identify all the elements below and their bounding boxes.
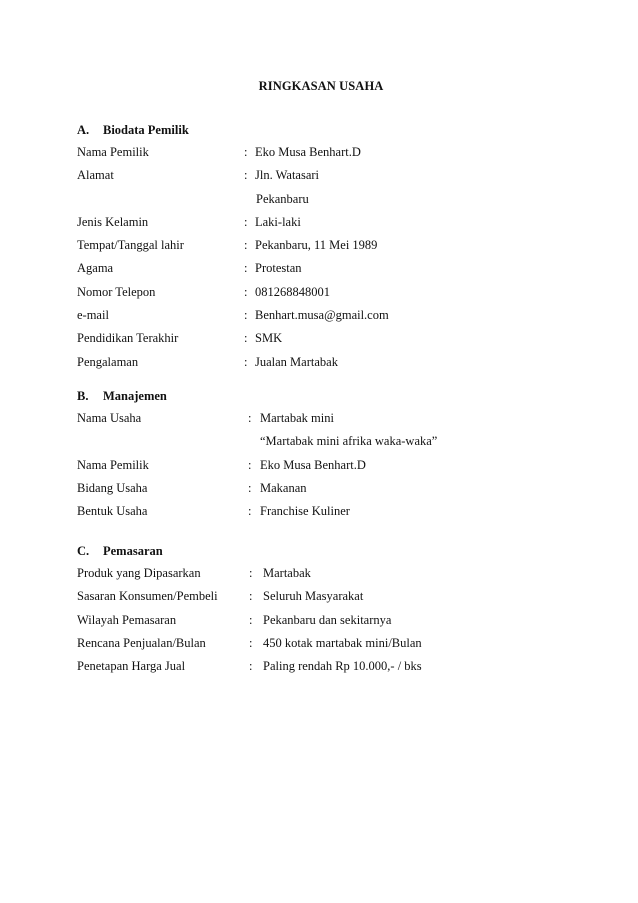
- field-value: Franchise Kuliner: [260, 504, 350, 519]
- field-label: Nama Pemilik: [77, 457, 149, 472]
- field-label: Rencana Penjualan/Bulan: [77, 635, 206, 650]
- field-row: [77, 211, 597, 234]
- field-colon: :: [249, 612, 253, 627]
- field-label: Nama Usaha: [77, 411, 142, 425]
- section-manajemen: [77, 385, 597, 523]
- field-value-continuation: Pekanbaru: [256, 191, 309, 206]
- field-label: Tempat/Tanggal lahir: [77, 238, 184, 253]
- field-label: Agama: [77, 261, 114, 276]
- field-value: Laki-laki: [255, 214, 301, 229]
- section-letter: B.: [77, 389, 89, 403]
- field-row: [77, 141, 597, 164]
- field-colon: :: [248, 457, 252, 472]
- field-label: Alamat: [77, 168, 114, 183]
- field-continuation-row: [77, 188, 597, 211]
- field-value: Jualan Martabak: [255, 354, 338, 369]
- page-title: RINGKASAN USAHA: [258, 79, 384, 93]
- section-title: Pemasaran: [103, 544, 163, 558]
- field-value: Martabak: [263, 566, 311, 580]
- field-colon: :: [244, 261, 248, 276]
- field-colon: :: [244, 168, 248, 183]
- field-value: SMK: [255, 331, 283, 346]
- field-row: [77, 477, 597, 500]
- field-colon: :: [248, 480, 252, 495]
- field-value: Benhart.musa@gmail.com: [255, 308, 389, 323]
- field-value: Eko Musa Benhart.D: [260, 457, 366, 472]
- field-row: [77, 327, 597, 350]
- section-letter: C.: [77, 544, 90, 558]
- field-colon: :: [244, 308, 248, 323]
- field-colon: :: [244, 214, 248, 229]
- field-colon: :: [244, 145, 248, 159]
- field-value: Eko Musa Benhart.D: [255, 145, 361, 159]
- field-label: Penetapan Harga Jual: [77, 659, 186, 674]
- field-continuation-row: [77, 430, 597, 453]
- field-value: Pekanbaru dan sekitarnya: [263, 612, 392, 627]
- field-row: [77, 454, 597, 477]
- field-value: Pekanbaru, 11 Mei 1989: [255, 238, 378, 253]
- field-value: Makanan: [260, 480, 307, 495]
- field-row: [77, 234, 597, 257]
- section-heading: [77, 119, 597, 141]
- section-letter: A.: [77, 123, 90, 137]
- section-pemasaran: [77, 540, 597, 678]
- field-value: Jln. Watasari: [255, 168, 320, 183]
- field-colon: :: [244, 284, 248, 299]
- field-row: [77, 304, 597, 327]
- field-colon: :: [248, 504, 252, 519]
- field-colon: :: [244, 238, 248, 253]
- field-colon: :: [249, 635, 253, 650]
- section-title: Manajemen: [103, 389, 167, 403]
- field-row: [77, 655, 597, 678]
- field-row: [77, 257, 597, 280]
- section-heading: [77, 385, 597, 407]
- field-row: [77, 281, 597, 304]
- field-label: Produk yang Dipasarkan: [77, 566, 201, 580]
- field-colon: :: [249, 589, 253, 604]
- field-colon: :: [248, 411, 252, 425]
- field-label: Nama Pemilik: [77, 145, 149, 159]
- field-value: Martabak mini: [260, 411, 334, 425]
- field-label: Pengalaman: [77, 354, 139, 369]
- field-row: [77, 562, 597, 585]
- field-row: [77, 609, 597, 632]
- field-label: Jenis Kelamin: [77, 214, 149, 229]
- field-value: Protestan: [255, 261, 302, 276]
- field-value: Seluruh Masyarakat: [263, 589, 364, 604]
- field-label: Bidang Usaha: [77, 480, 148, 495]
- field-row: [77, 407, 597, 430]
- field-row: [77, 500, 597, 523]
- field-value-continuation: “Martabak mini afrika waka-waka”: [260, 434, 438, 449]
- field-value: Paling rendah Rp 10.000,- / bks: [263, 659, 422, 674]
- field-row: [77, 632, 597, 655]
- section-biodata-pemilik: [77, 119, 597, 374]
- field-row: [77, 351, 597, 374]
- field-colon: :: [249, 566, 253, 580]
- section-title: Biodata Pemilik: [103, 123, 189, 137]
- field-label: Pendidikan Terakhir: [77, 331, 179, 346]
- field-colon: :: [244, 354, 248, 369]
- field-label: Wilayah Pemasaran: [77, 612, 177, 627]
- field-row: [77, 164, 597, 187]
- field-row: [77, 585, 597, 608]
- field-label: Nomor Telepon: [77, 284, 156, 299]
- field-value: 450 kotak martabak mini/Bulan: [263, 635, 422, 650]
- field-colon: :: [249, 659, 253, 674]
- field-value: 081268848001: [255, 284, 330, 299]
- section-heading: [77, 540, 597, 562]
- field-label: Sasaran Konsumen/Pembeli: [77, 589, 218, 604]
- field-colon: :: [244, 331, 248, 346]
- field-label: e-mail: [77, 308, 109, 323]
- field-label: Bentuk Usaha: [77, 504, 148, 519]
